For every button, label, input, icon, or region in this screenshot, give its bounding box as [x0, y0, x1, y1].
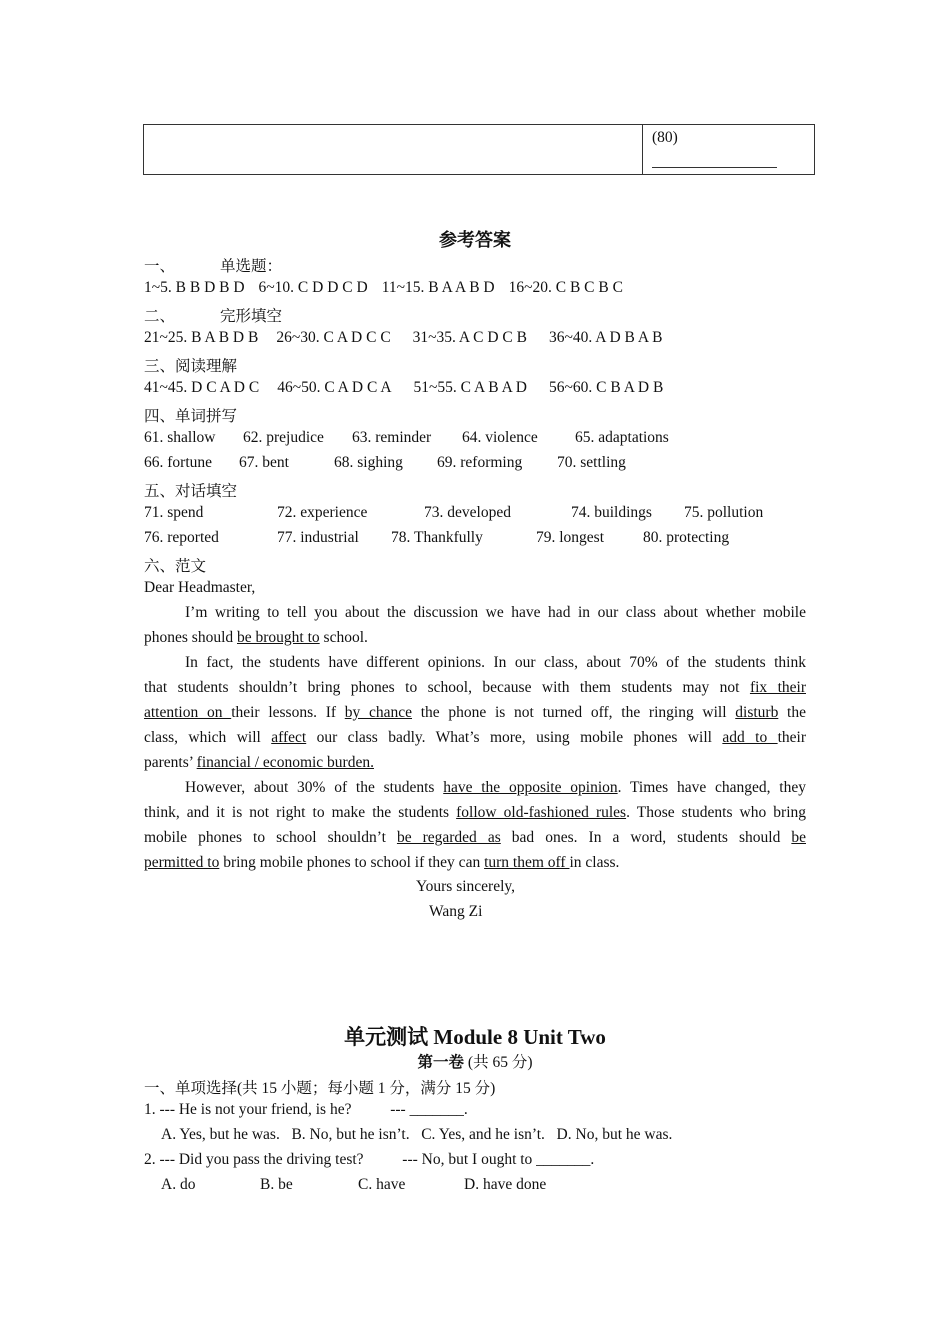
answer-group: 16~20. C B C B C — [508, 279, 623, 296]
section2-answers — [144, 329, 662, 347]
dialogue-answer: 77. industrial — [277, 529, 359, 546]
underlined-phrase: disturb — [735, 704, 779, 721]
question-1-options: A. Yes, but he was. B. No, but he isn’t. C. Yes, and he isn’t. D. No, but he was. — [161, 1126, 673, 1143]
essay-text: bad ones. In a word, students should — [500, 829, 792, 846]
score-label: (80) — [652, 129, 678, 146]
section1-label: 单选题： — [220, 258, 283, 275]
essay-p2-line3 — [144, 704, 806, 722]
question-1: 1. --- He is not your friend, is he? --- _______. — [144, 1101, 468, 1118]
section2-number: 二、 — [144, 308, 176, 325]
section2-label: 完形填空 — [220, 308, 283, 325]
essay-text: in class. — [569, 854, 620, 871]
essay-text: the — [778, 704, 806, 721]
section1-heading — [144, 254, 282, 276]
essay-text: school. — [319, 629, 368, 646]
underlined-phrase: follow old-fashioned rules — [456, 804, 627, 821]
score-table — [143, 124, 815, 175]
underlined-phrase: by chance — [344, 704, 412, 721]
essay-text: bring mobile phones to school if they can — [219, 854, 485, 871]
spelling-answer: 62. prejudice — [243, 429, 324, 446]
answer-group: 41~45. D C A D C — [144, 379, 260, 396]
essay-signature: Wang Zi — [429, 903, 483, 920]
dialogue-answer: 71. spend — [144, 504, 204, 521]
dialogue-answer: 78. Thankfully — [391, 529, 483, 546]
essay-text: parents’ — [144, 754, 197, 771]
essay-p2-line4 — [144, 729, 806, 747]
spelling-answer: 66. fortune — [144, 454, 213, 471]
essay-text: the phone is not turned off, the ringing will — [412, 704, 736, 721]
essay-text: mobile phones to school shouldn’t — [144, 829, 397, 846]
essay-text: that students shouldn’t bring phones to school, because with them students may not — [144, 679, 750, 696]
underlined-phrase: attention on — [144, 704, 232, 721]
section-heading: 一、单项选择(共 15 小题；每小题 1 分，满分 15 分) — [144, 1080, 496, 1097]
answer-group: 56~60. C B A D B — [549, 379, 664, 396]
essay-p2-line5 — [144, 754, 374, 772]
underlined-phrase: permitted to — [144, 854, 220, 871]
essay-p2-line2 — [144, 679, 806, 697]
essay-p3-line1 — [185, 779, 806, 797]
answer-group: 1~5. B B D B D — [144, 279, 245, 296]
question-2-option: A. do — [161, 1176, 196, 1193]
part-score: (共 65 分) — [464, 1054, 533, 1071]
underlined-phrase: financial / economic burden. — [196, 754, 374, 771]
section6-heading: 六、范文 — [144, 558, 207, 575]
question-2: 2. --- Did you pass the driving test? --- No, but I ought to _______. — [144, 1151, 595, 1168]
dialogue-answer: 76. reported — [144, 529, 219, 546]
spelling-answer: 68. sighing — [334, 454, 403, 471]
question-2-option: B. be — [260, 1176, 293, 1193]
essay-text: class, which will — [144, 729, 272, 746]
answer-group: 36~40. A D B A B — [548, 329, 663, 346]
unit-test-title: 单元测试 Module 8 Unit Two — [344, 1025, 606, 1049]
spelling-answer: 69. reforming — [437, 454, 523, 471]
underlined-phrase: be regarded as — [396, 829, 501, 846]
essay-text: . Those students who bring — [626, 804, 807, 821]
spelling-answer: 70. settling — [557, 454, 626, 471]
section1-answers — [144, 279, 623, 297]
section4-heading: 四、单词拼写 — [144, 408, 238, 425]
underlined-phrase: affect — [271, 729, 307, 746]
answers-title: 参考答案 — [439, 230, 511, 250]
dialogue-answer: 74. buildings — [571, 504, 652, 521]
essay-text: think, and it is not right to make the students — [144, 804, 457, 821]
essay-p3-line4 — [144, 854, 619, 872]
table-divider — [642, 125, 643, 174]
section1-number: 一、 — [144, 258, 176, 275]
spelling-answer: 65. adaptations — [575, 429, 669, 446]
answer-group: 26~30. C A D C C — [276, 329, 391, 346]
dialogue-answer: 80. protecting — [643, 529, 730, 546]
dialogue-answer: 72. experience — [277, 504, 368, 521]
underlined-phrase: have the opposite opinion — [443, 779, 618, 796]
essay-salutation: Dear Headmaster, — [144, 579, 256, 596]
essay-closing: Yours sincerely, — [416, 878, 516, 895]
essay-text: our class badly. What’s more, using mobile phones will — [306, 729, 723, 746]
part-label: 第一卷 — [417, 1054, 465, 1071]
answer-group: 6~10. C D D C D — [258, 279, 368, 296]
question-2-option: C. have — [358, 1176, 406, 1193]
answer-group: 11~15. B A A B D — [381, 279, 495, 296]
essay-text: phones should — [144, 629, 237, 646]
answer-group: 21~25. B A B D B — [144, 329, 259, 346]
answer-group: 51~55. C A B A D — [413, 379, 527, 396]
underlined-phrase: fix their — [749, 679, 806, 696]
score-blank-field[interactable] — [652, 147, 777, 168]
section2-heading — [144, 304, 282, 326]
essay-p2-line1: In fact, the students have different opinions. In our class, about 70% of the students think — [185, 654, 806, 671]
dialogue-answer: 73. developed — [424, 504, 511, 521]
underlined-phrase: be brought to — [237, 629, 320, 646]
essay-p1-line1: I’m writing to tell you about the discussion we have had in our class about whether mobile — [185, 604, 806, 621]
dialogue-answer: 79. longest — [536, 529, 605, 546]
spelling-answer: 61. shallow — [144, 429, 216, 446]
part-heading — [0, 1050, 950, 1072]
section3-answers — [144, 379, 663, 397]
essay-p3-line3 — [144, 829, 806, 847]
spelling-answer: 64. violence — [462, 429, 538, 446]
section3-heading: 三、阅读理解 — [144, 358, 238, 375]
spelling-answer: 67. bent — [239, 454, 289, 471]
essay-text: their — [777, 729, 807, 746]
essay-p3-line2 — [144, 804, 806, 822]
spelling-answer: 63. reminder — [352, 429, 432, 446]
underlined-phrase: add to — [722, 729, 778, 746]
dialogue-answer: 75. pollution — [684, 504, 764, 521]
answer-group: 31~35. A C D C B — [412, 329, 527, 346]
underlined-phrase: be — [791, 829, 806, 846]
essay-p1-line2 — [144, 629, 368, 647]
answer-group: 46~50. C A D C A — [277, 379, 392, 396]
essay-text: their lessons. If — [231, 704, 345, 721]
essay-text: . Times have changed, they — [617, 779, 806, 796]
section5-heading: 五、对话填空 — [144, 483, 238, 500]
underlined-phrase: turn them off — [484, 854, 570, 871]
essay-text: However, about 30% of the students — [185, 779, 444, 796]
question-2-option: D. have done — [464, 1176, 547, 1193]
